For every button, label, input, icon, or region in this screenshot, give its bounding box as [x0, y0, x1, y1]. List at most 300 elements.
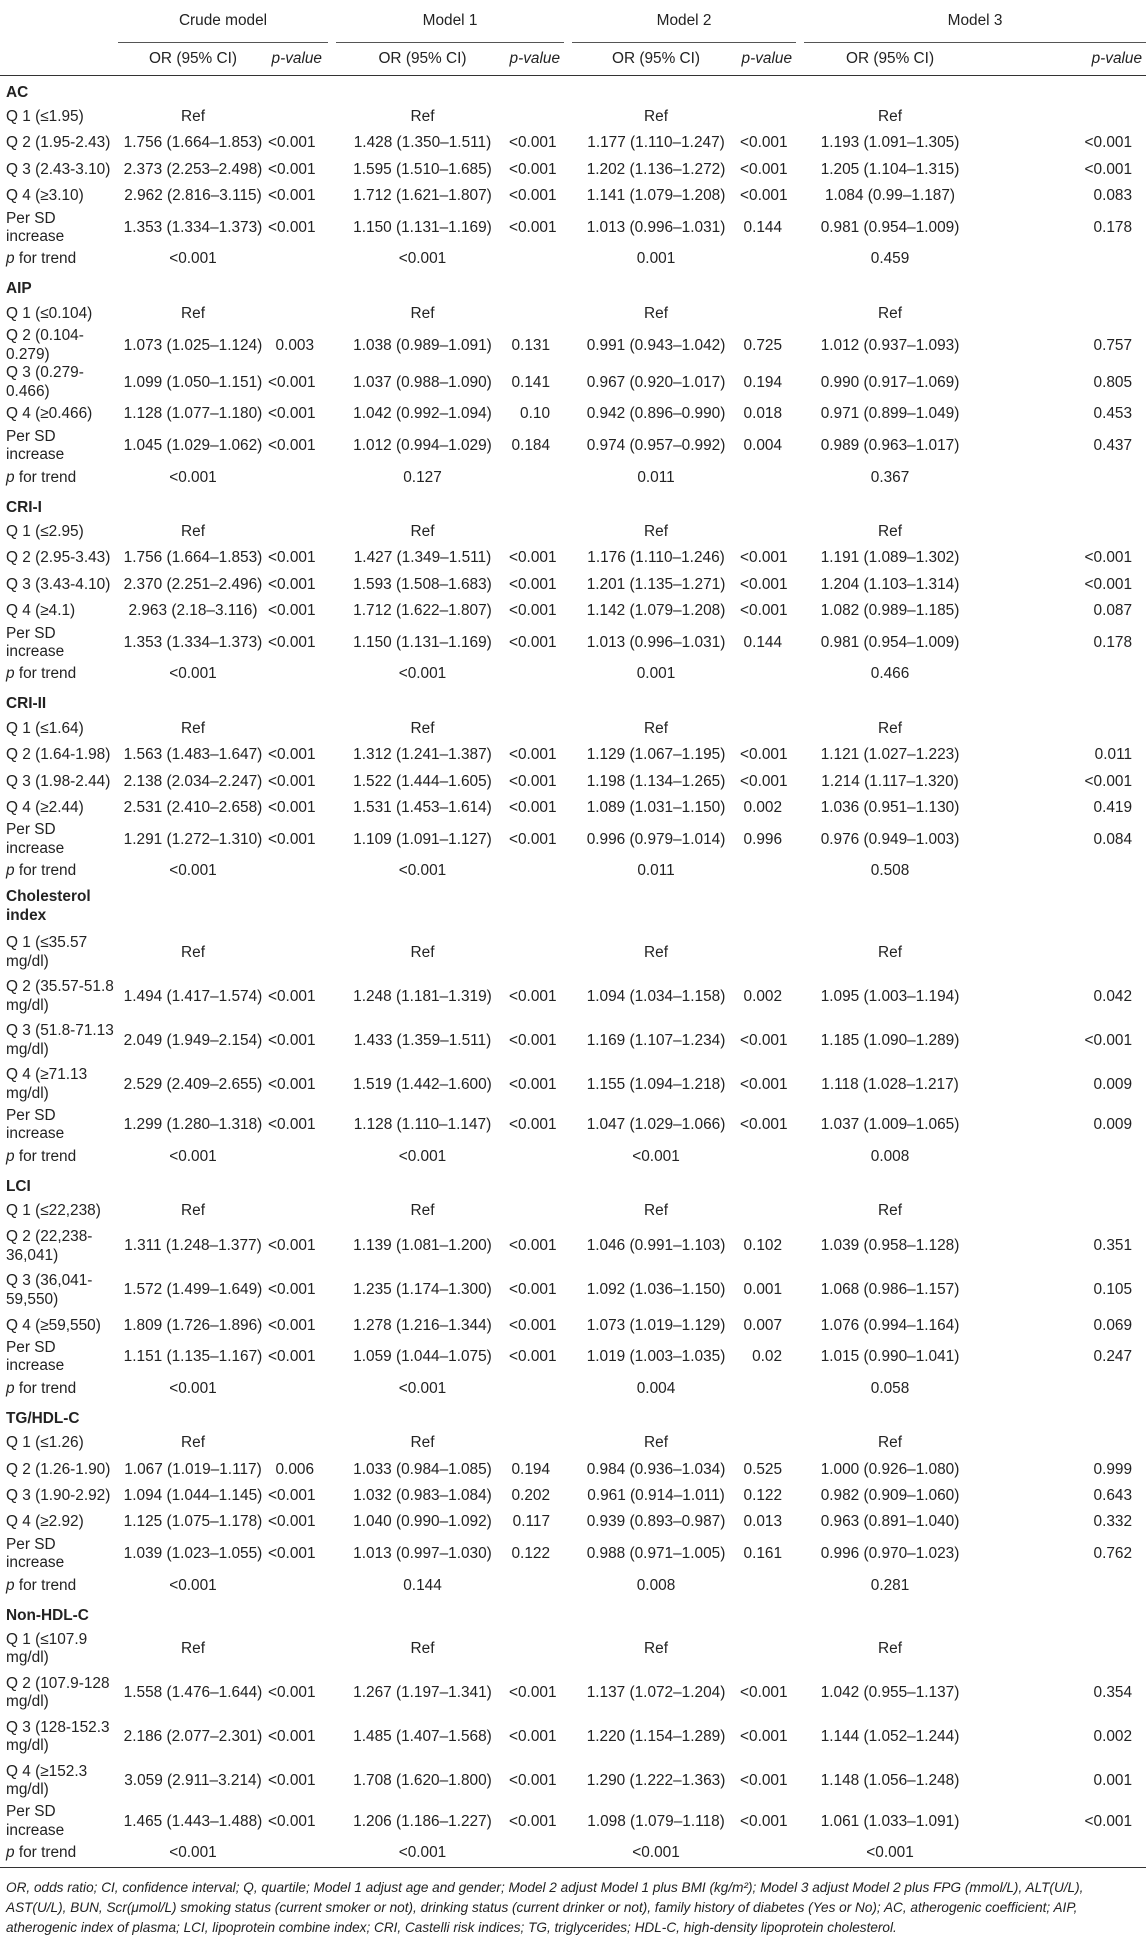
- trend-row: [0, 662, 1146, 688]
- trend-label: [0, 858, 118, 884]
- or-ci-cell: 1.033 (0.984–1.085): [353, 1460, 492, 1478]
- p-value-cell: 0.007: [743, 1316, 783, 1334]
- p-value-cell: 0.003: [275, 336, 314, 354]
- p-value-cell: [740, 1198, 796, 1224]
- or-ci-cell: 1.037 (0.988–1.090): [353, 373, 492, 391]
- or-ci-cell: 1.012 (0.994–1.029): [353, 436, 492, 454]
- p-value-cell: 0.083: [1093, 187, 1133, 205]
- or-ci-cell: 1.032 (0.983–1.084): [353, 1487, 492, 1505]
- or-ci-cell: 0.963 (0.891–1.040): [820, 1513, 960, 1531]
- or-ci-cell: Ref: [181, 1640, 205, 1658]
- or-ci-cell: Ref: [181, 522, 205, 540]
- p-value-cell: 0.419: [1093, 799, 1133, 817]
- p-value-cell: <0.001: [268, 1812, 316, 1830]
- or-ci-cell: Ref: [410, 107, 435, 125]
- or-ci-cell: 0.990 (0.917–1.069): [820, 373, 960, 391]
- or-ci-cell: 1.013 (0.996–1.031): [586, 633, 726, 651]
- table-row: [0, 1198, 1146, 1224]
- row-label: Q 1 (≤1.64): [6, 719, 84, 737]
- p-value-cell: 0.178: [1093, 633, 1133, 651]
- trend-row: [0, 1840, 1146, 1867]
- trend-label: [0, 1573, 118, 1599]
- or-ci-cell: 1.312 (1.241–1.387): [353, 746, 492, 764]
- p-value-cell: <0.001: [509, 1772, 557, 1790]
- p-value-cell: <0.001: [268, 1281, 316, 1299]
- header-p-value: p-value: [268, 43, 328, 76]
- or-ci-cell: 1.248 (1.181–1.319): [353, 987, 492, 1005]
- row-label: Q 1 (≤1.95): [6, 107, 84, 125]
- p-value-cell: [509, 104, 564, 130]
- table-row: [0, 1627, 1146, 1671]
- p-value-cell: <0.001: [1084, 1812, 1133, 1830]
- row-label: Q 3 (1.90-2.92): [6, 1487, 111, 1505]
- p-value-cell: <0.001: [509, 1684, 557, 1702]
- or-ci-cell: 1.150 (1.131–1.169): [353, 633, 492, 651]
- p-value-cell: 0.453: [1093, 405, 1133, 423]
- or-ci-cell: 1.595 (1.510–1.685): [353, 160, 492, 178]
- p-value-cell: <0.001: [509, 1237, 557, 1255]
- row-label: Per SD increase: [6, 1535, 65, 1572]
- table-row: [0, 104, 1146, 130]
- or-ci-cell: 1.220 (1.154–1.289): [586, 1728, 726, 1746]
- row-label: Q 3 (3.43-4.10): [6, 575, 111, 593]
- or-ci-cell: 0.967 (0.920–1.017): [586, 373, 726, 391]
- trend-value: <0.001: [169, 468, 217, 486]
- or-ci-cell: 1.202 (1.136–1.272): [586, 160, 726, 178]
- p-value-cell: [976, 301, 1146, 327]
- or-ci-cell: 2.373 (2.253–2.498): [123, 160, 263, 178]
- row-label: Q 1 (≤107.9 mg/dl): [6, 1630, 88, 1667]
- trend-value: <0.001: [398, 665, 447, 683]
- header-or-ci: OR (95% CI): [336, 43, 509, 76]
- trend-label-text: p for trend: [6, 250, 77, 268]
- trend-value: 0.281: [870, 1576, 910, 1594]
- or-ci-cell: Ref: [644, 107, 668, 125]
- or-ci-cell: 1.465 (1.443–1.488): [123, 1812, 263, 1830]
- p-value-cell: <0.001: [1084, 1031, 1133, 1049]
- group-name: AC: [6, 83, 29, 101]
- or-ci-cell: 2.049 (1.949–2.154): [123, 1031, 263, 1049]
- or-ci-cell: Ref: [410, 1202, 435, 1220]
- p-value-cell: <0.001: [509, 633, 557, 651]
- or-ci-cell: 1.019 (1.003–1.035): [586, 1348, 726, 1366]
- or-ci-cell: 1.042 (0.992–1.094): [353, 405, 492, 423]
- p-value-cell: <0.001: [740, 160, 788, 178]
- trend-value: <0.001: [398, 1379, 447, 1397]
- group-header-row: [0, 1402, 1146, 1430]
- or-ci-cell: 1.012 (0.937–1.093): [820, 336, 960, 354]
- or-ci-cell: 1.036 (0.951–1.130): [820, 799, 960, 817]
- or-ci-cell: 2.529 (2.409–2.655): [123, 1075, 263, 1093]
- or-ci-cell: Ref: [644, 943, 668, 961]
- p-value-cell: <0.001: [509, 1348, 557, 1366]
- or-ci-cell: 1.046 (0.991–1.103): [586, 1237, 726, 1255]
- or-ci-cell: Ref: [644, 1640, 668, 1658]
- or-ci-cell: 1.572 (1.499–1.649): [123, 1281, 263, 1299]
- row-label: Q 2 (107.9-128 mg/dl): [6, 1674, 110, 1711]
- or-ci-cell: 1.061 (1.033–1.091): [820, 1812, 960, 1830]
- p-value-cell: [740, 716, 796, 742]
- group-name: CRI-I: [6, 498, 42, 516]
- or-ci-cell: 1.095 (1.003–1.194): [820, 987, 960, 1005]
- p-value-cell: <0.001: [509, 987, 557, 1005]
- or-ci-cell: 1.176 (1.110–1.246): [587, 549, 725, 567]
- trend-label: [0, 1376, 118, 1402]
- or-ci-cell: 2.370 (2.251–2.496): [123, 575, 263, 593]
- p-value-cell: 0.144: [743, 633, 783, 651]
- row-label: Q 3 (2.43-3.10): [6, 160, 111, 178]
- p-value-cell: [509, 716, 564, 742]
- or-ci-cell: 1.148 (1.056–1.248): [820, 1772, 960, 1790]
- or-ci-cell: 1.353 (1.334–1.373): [123, 218, 263, 236]
- p-value-cell: <0.001: [268, 633, 316, 651]
- p-value-cell: <0.001: [740, 575, 788, 593]
- or-ci-cell: 1.098 (1.079–1.118): [587, 1812, 725, 1830]
- p-value-cell: 0.643: [1093, 1487, 1133, 1505]
- trend-label-text: p for trend: [6, 665, 77, 683]
- or-ci-cell: 1.205 (1.104–1.315): [820, 160, 960, 178]
- p-value-cell: 0.999: [1093, 1460, 1133, 1478]
- trend-label: [0, 1144, 118, 1170]
- table-row: [0, 545, 1146, 571]
- p-value-cell: [976, 931, 1146, 975]
- or-ci-cell: 1.109 (1.091–1.127): [353, 830, 492, 848]
- or-ci-cell: 1.267 (1.197–1.341): [353, 1684, 492, 1702]
- p-value-cell: 0.004: [743, 436, 783, 454]
- p-value-cell: 0.002: [743, 799, 783, 817]
- trend-row: [0, 465, 1146, 491]
- or-ci-cell: Ref: [878, 522, 902, 540]
- or-ci-cell: Ref: [878, 719, 902, 737]
- row-label: Per SD increase: [6, 1106, 65, 1143]
- p-value-cell: 0.02: [752, 1348, 783, 1366]
- p-value-cell: 0.247: [1093, 1348, 1133, 1366]
- p-value-cell: 0.525: [743, 1460, 783, 1478]
- or-ci-cell: 1.141 (1.079–1.208): [586, 187, 726, 205]
- or-ci-cell: 1.150 (1.131–1.169): [353, 218, 492, 236]
- or-ci-cell: Ref: [410, 1640, 435, 1658]
- or-ci-cell: 1.092 (1.036–1.150): [586, 1281, 726, 1299]
- or-ci-cell: 1.428 (1.350–1.511): [353, 134, 492, 152]
- or-ci-cell: 1.038 (0.989–1.091): [353, 336, 492, 354]
- or-ci-cell: 1.206 (1.186–1.227): [353, 1812, 492, 1830]
- or-ci-cell: 0.942 (0.896–0.990): [586, 405, 726, 423]
- or-ci-cell: 0.984 (0.936–1.034): [586, 1460, 726, 1478]
- table-row: [0, 428, 1146, 465]
- or-ci-cell: 1.311 (1.248–1.377): [124, 1237, 262, 1255]
- p-value-cell: <0.001: [268, 1237, 316, 1255]
- table-row: [0, 1019, 1146, 1063]
- group-name: Non-HDL-C: [6, 1606, 89, 1624]
- table-row: [0, 795, 1146, 821]
- trend-value: 0.058: [870, 1379, 910, 1397]
- row-label: Q 4 (≥3.10): [6, 187, 84, 205]
- trend-label: [0, 247, 118, 273]
- row-label: Q 4 (≥2.92): [6, 1513, 84, 1531]
- row-label: Per SD increase: [6, 821, 65, 857]
- or-ci-cell: Ref: [878, 943, 902, 961]
- or-ci-cell: Ref: [878, 1202, 902, 1220]
- or-ci-cell: Ref: [410, 719, 435, 737]
- p-value-cell: <0.001: [740, 1772, 788, 1790]
- table-row: [0, 821, 1146, 858]
- p-value-cell: <0.001: [268, 405, 316, 423]
- p-value-cell: <0.001: [509, 830, 557, 848]
- trend-label-text: p for trend: [6, 468, 77, 486]
- trend-value: 0.144: [403, 1576, 442, 1594]
- group-name: AIP: [6, 280, 32, 298]
- p-value-cell: 0.011: [1094, 746, 1133, 764]
- trend-row: [0, 1376, 1146, 1402]
- p-value-cell: <0.001: [268, 549, 316, 567]
- trend-value: 0.367: [870, 468, 910, 486]
- or-ci-cell: 2.186 (2.077–2.301): [123, 1728, 263, 1746]
- p-value-cell: 0.131: [511, 336, 551, 354]
- or-ci-cell: Ref: [644, 719, 668, 737]
- header-model-1: Model 1: [336, 0, 564, 43]
- p-value-cell: <0.001: [268, 1031, 316, 1049]
- table-row: [0, 975, 1146, 1019]
- p-value-cell: <0.001: [509, 134, 557, 152]
- group-header-row: [0, 273, 1146, 301]
- or-ci-cell: 1.558 (1.476–1.644): [123, 1684, 263, 1702]
- p-value-cell: <0.001: [268, 1513, 316, 1531]
- p-value-cell: 0.042: [1093, 987, 1133, 1005]
- p-value-cell: [976, 104, 1146, 130]
- p-value-cell: 0.332: [1093, 1513, 1133, 1531]
- p-value-cell: <0.001: [740, 549, 788, 567]
- p-value-cell: 0.001: [1093, 1772, 1133, 1790]
- or-ci-cell: 1.712 (1.622–1.807): [353, 602, 492, 620]
- p-value-cell: [740, 301, 796, 327]
- or-ci-cell: 1.137 (1.072–1.204): [586, 1684, 726, 1702]
- p-value-cell: <0.001: [740, 187, 788, 205]
- p-value-cell: <0.001: [509, 772, 557, 790]
- p-value-cell: 0.437: [1093, 436, 1133, 454]
- table-row: [0, 130, 1146, 156]
- or-ci-cell: 1.013 (0.996–1.031): [586, 218, 726, 236]
- or-ci-cell: 1.040 (0.990–1.092): [353, 1513, 492, 1531]
- p-value-cell: 0.009: [1093, 1075, 1133, 1093]
- or-ci-cell: 0.961 (0.914–1.011): [587, 1487, 725, 1505]
- trend-value: 0.001: [636, 250, 676, 268]
- or-ci-cell: 2.962 (2.816–3.115): [124, 187, 262, 205]
- p-value-cell: 0.184: [511, 436, 551, 454]
- row-label: Q 1 (≤0.104): [6, 304, 93, 322]
- or-ci-cell: 1.214 (1.117–1.320): [821, 772, 959, 790]
- row-label: Q 1 (≤22,238): [6, 1202, 101, 1220]
- row-label: Q 4 (≥59,550): [6, 1316, 101, 1334]
- or-ci-cell: 1.129 (1.067–1.195): [586, 746, 726, 764]
- p-value-cell: 0.002: [1093, 1728, 1133, 1746]
- or-ci-cell: Ref: [878, 1434, 902, 1452]
- or-ci-cell: 1.073 (1.025–1.124): [123, 336, 263, 354]
- or-ci-cell: 1.756 (1.664–1.853): [123, 549, 263, 567]
- or-ci-cell: 1.185 (1.090–1.289): [820, 1031, 960, 1049]
- trend-label: [0, 465, 118, 491]
- or-ci-cell: 2.531 (2.410–2.658): [123, 799, 263, 817]
- p-value-cell: <0.001: [740, 1116, 788, 1134]
- or-ci-cell: 1.299 (1.280–1.318): [123, 1116, 263, 1134]
- p-value-cell: 0.006: [275, 1460, 314, 1478]
- row-label: Q 2 (22,238-36,041): [6, 1228, 93, 1264]
- p-value-cell: <0.001: [509, 1031, 557, 1049]
- table-row: [0, 1671, 1146, 1715]
- table-footnote: OR, odds ratio; CI, confidence interval; Q, quartile; Model 1 adjust age and gender; Model 2 adjust Model 1 plus BMI (kg/m²); Model 3 adjust Model 2 plus FPG (mmol/L), ALT(U/L), AST(U/L), BUN, Scr(μmol/L) smoking status (current smoker or not), drinking status (current drinker or not), family history of diabetes (Yes or No); AC, atherogenic coefficient; AIP, atherogenic index of plasma; LCI, lipoprotein combine index; CRI, Castelli risk indices; TG, triglycerides; HDL-C, high-density lipoprotein cholesterol.: [6, 1879, 1084, 1935]
- p-value-cell: <0.001: [268, 134, 316, 152]
- p-value-cell: <0.001: [268, 218, 316, 236]
- group-header-row: [0, 491, 1146, 519]
- or-ci-cell: Ref: [878, 1640, 902, 1658]
- or-ci-cell: 1.193 (1.091–1.305): [820, 134, 960, 152]
- trend-value: 0.508: [870, 862, 910, 880]
- or-ci-cell: 1.712 (1.621–1.807): [353, 187, 492, 205]
- or-ci-cell: 1.191 (1.089–1.302): [820, 549, 960, 567]
- p-value-cell: <0.001: [268, 1487, 316, 1505]
- row-label: Q 4 (≥2.44): [6, 799, 84, 817]
- p-value-cell: 0.105: [1093, 1281, 1133, 1299]
- p-value-cell: [268, 519, 328, 545]
- or-ci-cell: 1.094 (1.044–1.145): [123, 1487, 263, 1505]
- trend-label-text: p for trend: [6, 1379, 77, 1397]
- or-ci-cell: 2.138 (2.034–2.247): [123, 772, 263, 790]
- table-row: [0, 1313, 1146, 1339]
- or-ci-cell: 0.971 (0.899–1.049): [820, 405, 960, 423]
- trend-value: 0.008: [636, 1576, 676, 1594]
- row-label: Q 2 (0.104-0.279): [6, 327, 84, 363]
- p-value-cell: <0.001: [268, 830, 316, 848]
- p-value-cell: <0.001: [268, 436, 316, 454]
- table-row: [0, 716, 1146, 742]
- or-ci-cell: 1.142 (1.079–1.208): [586, 602, 726, 620]
- or-ci-cell: 1.201 (1.135–1.271): [586, 575, 726, 593]
- p-value-cell: [740, 519, 796, 545]
- group-header-row: [0, 688, 1146, 716]
- p-value-cell: <0.001: [1084, 575, 1133, 593]
- row-label: Q 2 (1.95-2.43): [6, 134, 111, 152]
- header-crude-model: Crude model: [118, 0, 328, 43]
- row-label: Q 3 (51.8-71.13 mg/dl): [6, 1022, 114, 1058]
- or-ci-cell: Ref: [410, 943, 435, 961]
- p-value-cell: <0.001: [268, 772, 316, 790]
- row-label: Q 3 (1.98-2.44): [6, 772, 111, 790]
- trend-label-text: p for trend: [6, 862, 77, 880]
- p-value-cell: [509, 931, 564, 975]
- trend-label-text: p for trend: [6, 1147, 77, 1165]
- or-ci-cell: Ref: [181, 943, 205, 961]
- p-value-cell: 0.001: [743, 1281, 783, 1299]
- table-row: [0, 598, 1146, 624]
- or-ci-cell: 1.756 (1.664–1.853): [123, 134, 263, 152]
- trend-value: <0.001: [169, 1147, 217, 1165]
- p-value-cell: 0.117: [512, 1513, 551, 1531]
- table-row: [0, 625, 1146, 662]
- p-value-cell: 0.141: [511, 373, 551, 391]
- p-value-cell: <0.001: [740, 1728, 788, 1746]
- row-label: Q 2 (2.95-3.43): [6, 549, 111, 567]
- row-label: Q 4 (≥0.466): [6, 405, 93, 423]
- table-row: [0, 742, 1146, 768]
- trend-value: <0.001: [572, 1840, 740, 1867]
- p-value-cell: <0.001: [740, 1812, 788, 1830]
- p-value-cell: <0.001: [509, 1116, 557, 1134]
- p-value-cell: <0.001: [1084, 772, 1133, 790]
- p-value-cell: [976, 1430, 1146, 1456]
- table-row: [0, 769, 1146, 795]
- header-p-value: p-value: [740, 43, 796, 76]
- row-label: Per SD increase: [6, 1338, 65, 1375]
- trend-label: [0, 662, 118, 688]
- p-value-cell: [509, 1627, 564, 1671]
- or-ci-cell: 1.045 (1.029–1.062): [123, 436, 263, 454]
- or-ci-cell: 1.290 (1.222–1.363): [586, 1772, 726, 1790]
- header-model-2: Model 2: [572, 0, 796, 43]
- group-name: LCI: [6, 1177, 31, 1195]
- trend-value: <0.001: [804, 1840, 976, 1867]
- row-label: Q 3 (0.279-0.466): [6, 364, 84, 400]
- trend-value: 0.008: [870, 1147, 910, 1165]
- or-ci-cell: 1.204 (1.103–1.314): [820, 575, 960, 593]
- p-value-cell: 0.194: [511, 1460, 551, 1478]
- p-value-cell: [740, 1627, 796, 1671]
- or-ci-cell: Ref: [181, 304, 205, 322]
- or-ci-cell: 1.531 (1.453–1.614): [353, 799, 492, 817]
- p-value-cell: 0.178: [1093, 218, 1133, 236]
- p-value-cell: <0.001: [268, 1772, 316, 1790]
- table-row: [0, 519, 1146, 545]
- trend-value: 0.001: [636, 665, 676, 683]
- or-ci-cell: 1.068 (0.986–1.157): [820, 1281, 960, 1299]
- p-value-cell: [268, 1198, 328, 1224]
- row-label: Per SD increase: [6, 1803, 65, 1839]
- header-or-ci: OR (95% CI): [804, 43, 976, 76]
- p-value-cell: [509, 1198, 564, 1224]
- or-ci-cell: 1.039 (0.958–1.128): [820, 1237, 960, 1255]
- p-value-cell: <0.001: [740, 746, 788, 764]
- or-ci-cell: 1.094 (1.034–1.158): [586, 987, 726, 1005]
- p-value-cell: <0.001: [509, 1281, 557, 1299]
- table-row: [0, 1759, 1146, 1803]
- trend-value: <0.001: [632, 1147, 680, 1165]
- or-ci-cell: 1.151 (1.135–1.167): [123, 1348, 263, 1366]
- trend-value: <0.001: [169, 1576, 217, 1594]
- or-ci-cell: 0.996 (0.979–1.014): [586, 830, 726, 848]
- or-ci-cell: 1.519 (1.442–1.600): [353, 1075, 492, 1093]
- group-header-row: [0, 1170, 1146, 1198]
- p-value-cell: <0.001: [740, 602, 788, 620]
- p-value-cell: <0.001: [509, 160, 557, 178]
- trend-value: <0.001: [169, 665, 217, 683]
- p-value-cell: 0.351: [1093, 1237, 1133, 1255]
- or-ci-cell: 0.974 (0.957–0.992): [586, 436, 726, 454]
- or-ci-cell: 1.059 (1.044–1.075): [353, 1348, 492, 1366]
- trend-label-text: p for trend: [6, 1844, 77, 1862]
- row-label: Per SD increase: [6, 427, 65, 464]
- p-value-cell: 0.144: [743, 218, 783, 236]
- group-header-row: [0, 76, 1146, 105]
- p-value-cell: <0.001: [740, 1075, 788, 1093]
- or-ci-cell: Ref: [644, 304, 668, 322]
- trend-value: <0.001: [398, 1147, 447, 1165]
- trend-label-text: p for trend: [6, 1576, 77, 1594]
- or-ci-cell: 1.013 (0.997–1.030): [353, 1545, 492, 1563]
- p-value-cell: <0.001: [740, 1684, 788, 1702]
- or-ci-cell: Ref: [878, 107, 902, 125]
- or-ci-cell: 1.427 (1.349–1.511): [353, 549, 492, 567]
- or-ci-cell: 3.059 (2.911–3.214): [124, 1772, 262, 1790]
- header-blank: [0, 0, 118, 43]
- header-or-ci: OR (95% CI): [118, 43, 268, 76]
